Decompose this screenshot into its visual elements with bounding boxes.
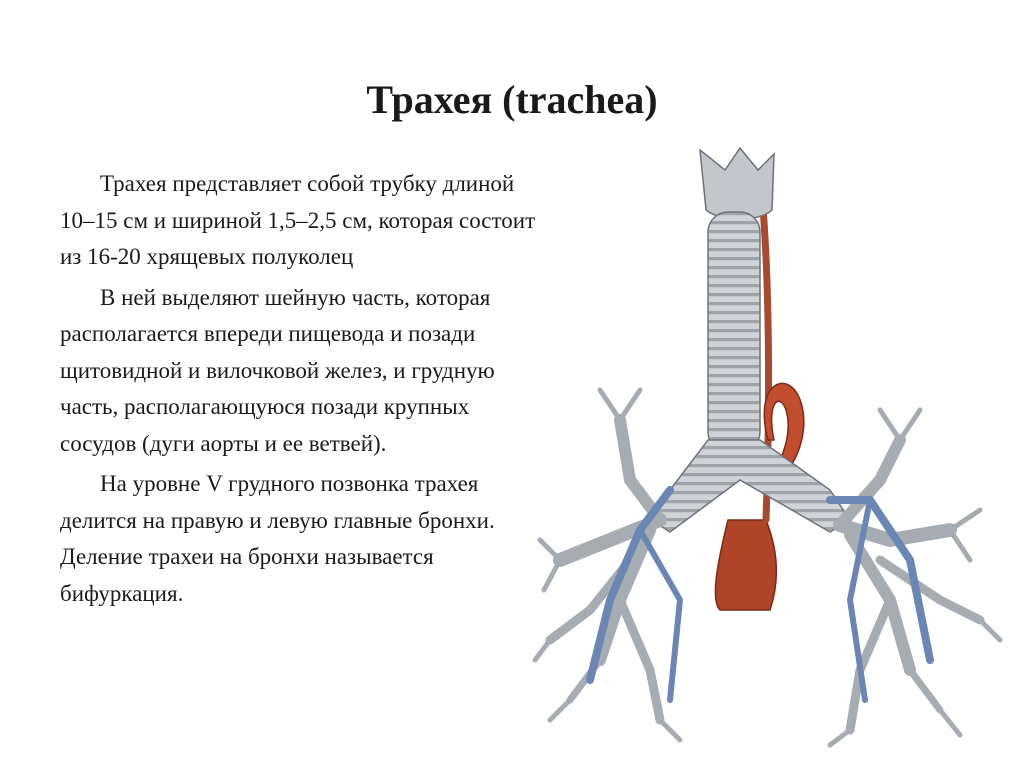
paragraph-parts: В ней выделяют шейную часть, которая располагается впереди пищевода и позади щитовидной и вилочковой желез, и грудную часть, располагающуюся позади крупных сосудов (дуги аорты и ее ветвей). [60,284,495,456]
esophagus-shape [715,520,776,610]
paragraph-definition: Трахея представляет собой трубку длиной 10–15 см и шириной 1,5–2,5 см, которая состоит из 16-20 хрящевых полуколец [60,171,536,269]
trachea-tube-shape [708,212,760,452]
trachea-illustration [530,140,1010,755]
slide-title: Трахея (trachea) [366,77,658,122]
paragraph-bifurcation: На уровне V грудного позвонка трахея делится на правую и левую главные бронхи. Деление трахеи на бронхи называется бифуркация. [60,471,495,606]
thyroid-cartilage-shape [700,148,774,219]
trachea-anatomy-image [530,140,1010,755]
body-text [60,166,540,616]
bifurcation-shape [648,440,850,532]
